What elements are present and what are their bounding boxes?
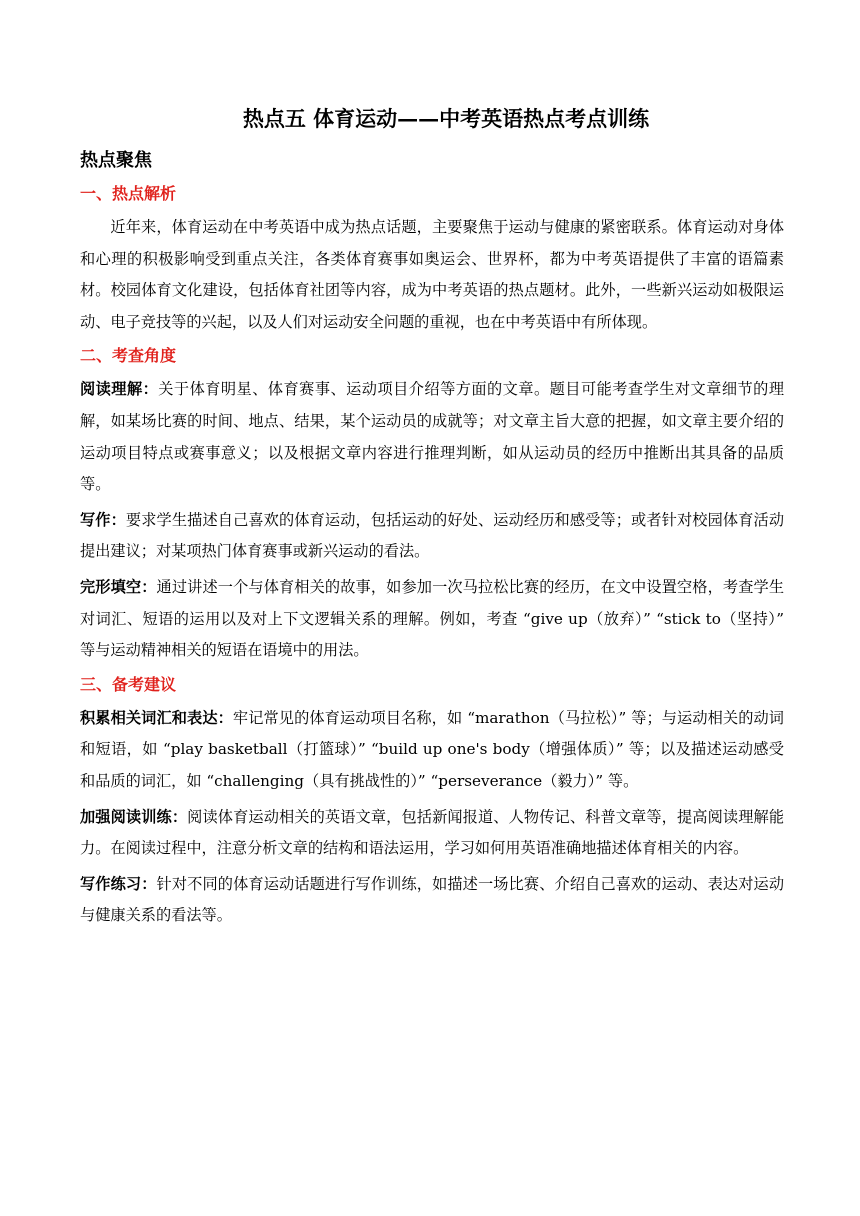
item-label: 完形填空： <box>80 577 157 596</box>
section-heading-exam-angles: 二、考查角度 <box>80 346 177 366</box>
advice-vocabulary <box>80 703 784 798</box>
exam-angle-writing <box>80 505 784 568</box>
heading-hot-focus: 热点聚焦 <box>80 150 152 171</box>
exam-angle-cloze <box>80 572 784 667</box>
document-title: 热点五 体育运动——中考英语热点考点训练 <box>242 106 650 131</box>
item-text: 通过讲述一个与体育相关的故事，如参加一次马拉松比赛的经历，在文中设置空格，考查学生对词汇、短语的运用以及对上下文逻辑关系的理解。例如，考查 “give up（放弃）” “stick to（坚持）” 等与运动精神相关的短语在语境中的用法。 <box>80 577 785 660</box>
item-label: 写作练习： <box>80 874 157 893</box>
item-text: 针对不同的体育运动话题进行写作训练，如描述一场比赛、介绍自己喜欢的运动、表达对运动与健康关系的看法等。 <box>80 874 785 925</box>
item-label: 阅读理解： <box>80 380 159 399</box>
item-text: 要求学生描述自己喜欢的体育运动，包括运动的好处、运动经历和感受等；或者针对校园体育活动提出建议；对某项热门体育赛事或新兴运动的看法。 <box>80 510 785 561</box>
item-label: 积累相关词汇和表达： <box>80 708 233 727</box>
analysis-paragraph: 近年来，体育运动在中考英语中成为热点话题，主要聚焦于运动与健康的紧密联系。体育运动对身体和心理的积极影响受到重点关注，各类体育赛事如奥运会、世界杯，都为中考英语提供了丰富的语篇素材。校园体育文化建设，包括体育社团等内容，成为中考英语的热点题材。此外，一些新兴运动如极限运动、电子竞技等的兴起，以及人们对运动安全问题的重视，也在中考英语中有所体现。 <box>80 218 784 331</box>
section-heading-prep-advice: 三、备考建议 <box>80 674 177 694</box>
item-label: 写作： <box>80 510 126 529</box>
exam-angle-reading <box>80 374 784 500</box>
document-page <box>80 102 784 936</box>
item-text: 关于体育明星、体育赛事、运动项目介绍等方面的文章。题目可能考查学生对文章细节的理解，如某场比赛的时间、地点、结果，某个运动员的成就等；对文章主旨大意的把握，如文章主要介绍的运动项目特点或赛事意义；以及根据文章内容进行推理判断，如从运动员的经历中推断出其具备的品质等。 <box>80 380 785 494</box>
item-text: 牢记常见的体育运动项目名称，如 “marathon（马拉松）” 等；与运动相关的动词和短语，如 “play basketball（打篮球）” “build up one's body（增强体质）” 等；以及描述运动感受和品质的词汇，如 “challenging（具有挑战性的）” “perseverance（毅力）” 等。 <box>80 708 784 790</box>
advice-writing <box>80 869 784 932</box>
advice-reading <box>80 802 784 865</box>
section-heading-analysis: 一、热点解析 <box>80 184 177 203</box>
item-label: 加强阅读训练： <box>80 807 188 826</box>
item-text: 阅读体育运动相关的英语文章，包括新闻报道、人物传记、科普文章等，提高阅读理解能力。在阅读过程中，注意分析文章的结构和语法运用，学习如何用英语准确地描述体育相关的内容。 <box>80 807 785 858</box>
